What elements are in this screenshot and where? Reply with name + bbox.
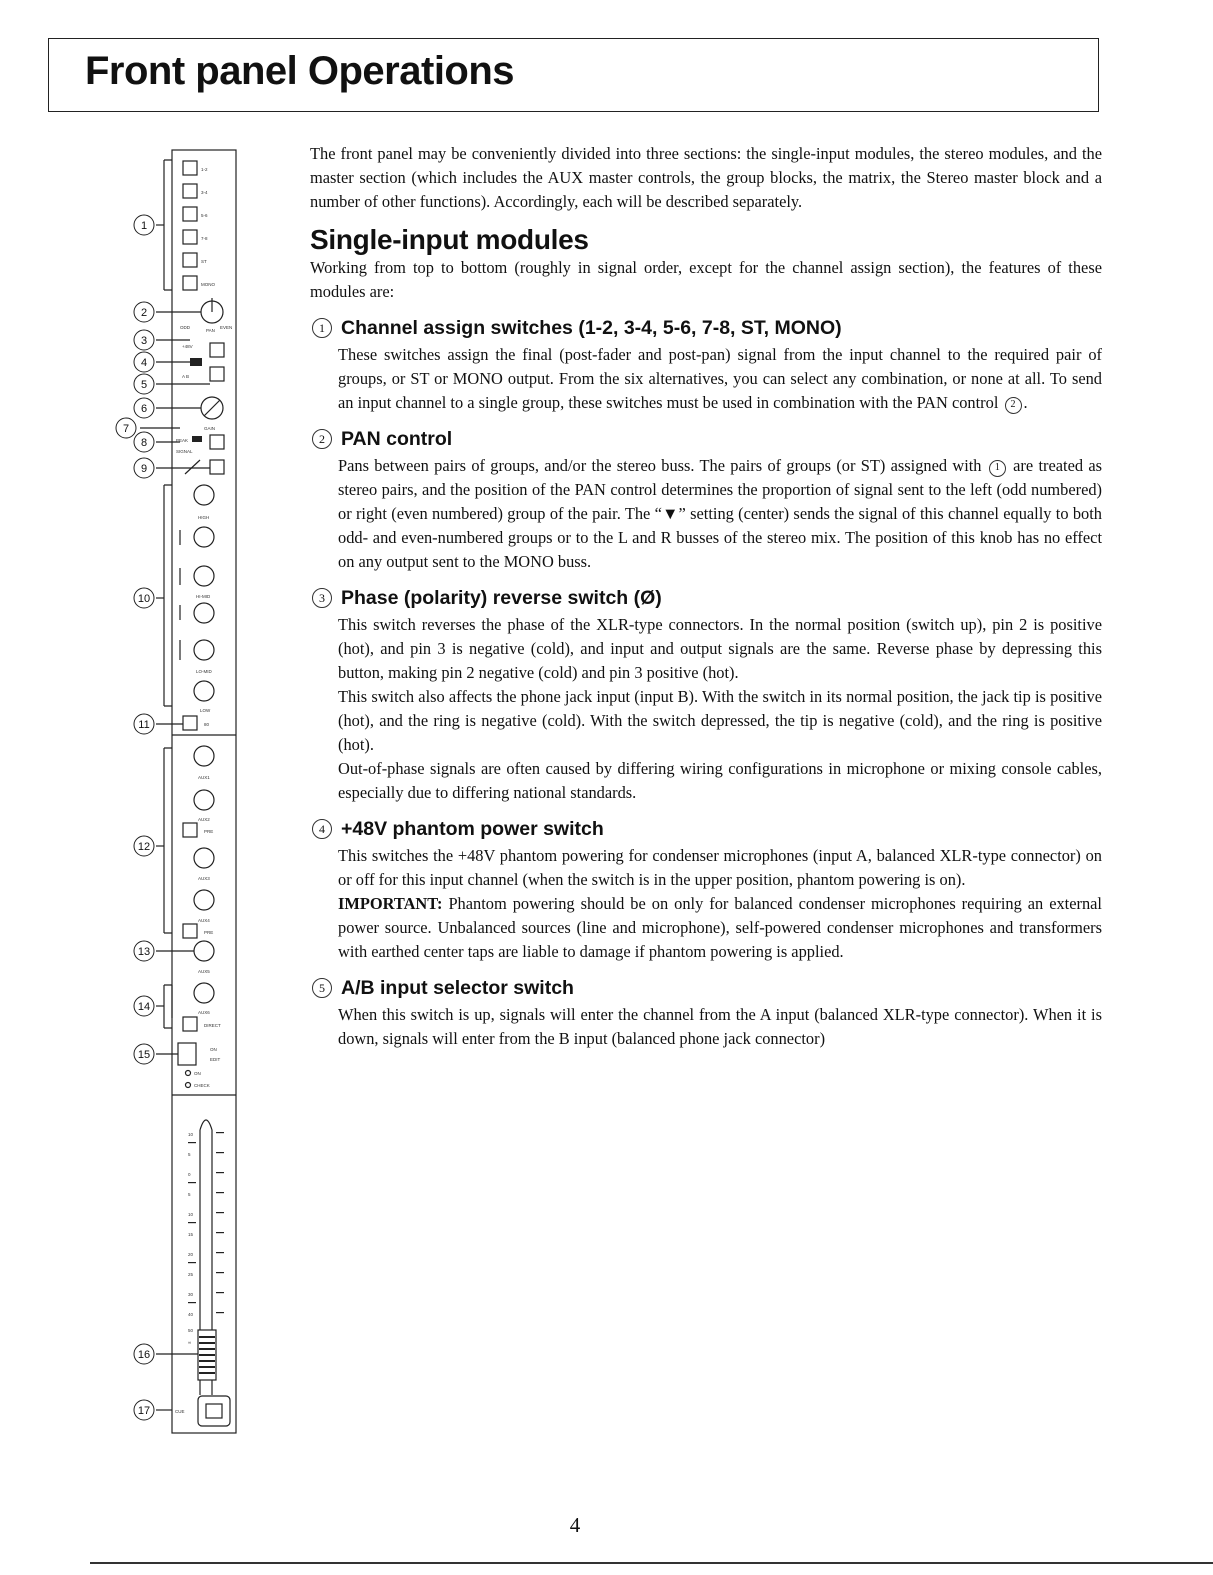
fader-scale-7: 25 (188, 1272, 194, 1277)
item-4-paragraph-1: This switches the +48V phantom powering for condenser microphones (input A, balanced XLR-type connector) on or off for this input channel (when the switch is in the upper position, phantom powering is on). (338, 846, 1102, 889)
signal-label: SIGNAL (176, 449, 193, 454)
item-2-text-a: Pans between pairs of groups, and/or the stereo buss. The pairs of groups (or ST) assigned with (338, 456, 982, 475)
aux-label-5: AUX5 (198, 969, 210, 974)
item-title: +48V phantom power switch (341, 818, 604, 840)
aux-label-3: AUX3 (198, 876, 210, 881)
item-5-paragraph: When this switch is up, signals will enter the channel from the A input (balanced XLR-type connector). When it is down, signals will enter from the B input (balanced phone jack connector) (338, 1005, 1102, 1048)
callout-8: 8 (140, 437, 148, 449)
pan-label-even: EVEN (220, 325, 233, 330)
item-4-paragraph-2: Phantom powering should be on only for balanced condenser microphones requiring an external power source. Unbalanced sources (line and microphone), self-powered condenser microphones and transformers with earthed center taps are liable to damage if phantom powering is applied. (338, 894, 1102, 961)
callout-3: 3 (140, 335, 148, 347)
assign-label-5-6: 5-6 (201, 213, 208, 218)
callout-17: 17 (137, 1405, 151, 1417)
item-3 (310, 586, 1102, 805)
eq-label-low: LOW (200, 708, 211, 713)
hpf-label: 80 (204, 722, 210, 727)
fader-scale-4: 10 (188, 1212, 194, 1217)
channel-strip-figure (100, 140, 245, 1440)
fader-scale-2: 0 (188, 1172, 191, 1177)
item-number: 2 (312, 429, 332, 449)
assign-label-mono: MONO (201, 282, 215, 287)
text-column (310, 142, 1102, 1051)
item-1-end: . (1023, 393, 1028, 412)
item-number: 4 (312, 819, 332, 839)
pan-label-odd: ODD (180, 325, 190, 330)
page-title: Front panel Operations (85, 49, 515, 93)
callout-6: 6 (140, 403, 148, 415)
fader-scale-6: 20 (188, 1252, 194, 1257)
fader-scale-5: 15 (188, 1232, 194, 1237)
fader-scale-3: 5 (188, 1192, 191, 1197)
fader-scale-0: 10 (188, 1132, 194, 1137)
fader-scale-10: 50 (188, 1328, 194, 1333)
callout-11: 11 (138, 719, 150, 731)
callout-14: 14 (137, 1001, 151, 1013)
item-5 (310, 976, 1102, 1051)
aux-label-2: AUX2 (198, 817, 210, 822)
phantom-label: +48V (182, 344, 193, 349)
edit-label: EDIT (210, 1057, 221, 1062)
fader-scale-1: 5 (188, 1152, 191, 1157)
item-number: 1 (312, 318, 332, 338)
item-1 (310, 316, 1102, 415)
important-label: IMPORTANT: (338, 894, 443, 913)
callout-5: 5 (140, 379, 148, 391)
cue-label: CUE (175, 1409, 185, 1414)
direct-label: DIRECT (204, 1023, 221, 1028)
eq-label-lo-mid: LO-MID (196, 669, 212, 674)
callout-10: 10 (137, 593, 151, 605)
assign-label-3-4: 3-4 (201, 190, 208, 195)
led-label-on: ON (194, 1071, 201, 1076)
aux-label-4: AUX4 (198, 918, 210, 923)
ref-number: 1 (989, 460, 1006, 477)
ref-number: 2 (1005, 397, 1022, 414)
section-title: Single-input modules (310, 224, 589, 255)
ab-label: A B (182, 374, 190, 379)
aux-label-1: AUX1 (198, 775, 210, 780)
bottom-rule (90, 1562, 1213, 1564)
pan-label-center: PAN (206, 328, 215, 333)
item-number: 5 (312, 978, 332, 998)
callout-12: 12 (137, 841, 151, 853)
peak-label: PEAK (176, 438, 189, 443)
callout-15: 15 (137, 1049, 151, 1061)
callout-7: 7 (122, 423, 130, 435)
callout-9: 9 (140, 463, 148, 475)
fader-scale-8: 30 (188, 1292, 194, 1297)
fader-scale-11: ∞ (188, 1340, 192, 1345)
item-4 (310, 817, 1102, 964)
assign-label-1-2: 1-2 (201, 167, 208, 172)
callout-4: 4 (140, 357, 148, 369)
eq-label-high: HIGH (198, 515, 210, 520)
on-label: ON (210, 1047, 217, 1052)
item-2 (310, 427, 1102, 574)
callout-1: 1 (140, 220, 148, 232)
section-lead: Working from top to bottom (roughly in signal order, except for the channel assign section), the features of these modules are: (310, 258, 1102, 301)
item-title: Phase (polarity) reverse switch (Ø) (341, 587, 662, 609)
callout-2: 2 (140, 307, 148, 319)
item-3-paragraph-1: This switch reverses the phase of the XLR-type connectors. In the normal position (switch up), pin 2 is positive (hot), and pin 3 is negative (cold), and input and output signals are the same. Reverse phase by depressing this button, making pin 2 negative (cold) and pin 3 positive (hot). (338, 615, 1102, 682)
callout-13: 13 (137, 946, 151, 958)
aux-pre-label-1: PRE (204, 829, 214, 834)
eq-label-hi-mid: HI-MID (196, 594, 211, 599)
item-1-text: These switches assign the final (post-fader and post-pan) signal from the input channel to the required pair of groups, or ST or MONO output. From the six alternatives, you can select any combination, or none at all. To send an input channel to a single group, these switches must be used in combination with the PAN control (338, 345, 1102, 412)
aux-label-6: AUX6 (198, 1010, 210, 1015)
callout-16: 16 (137, 1349, 151, 1361)
item-3-paragraph-2: This switch also affects the phone jack input (input B). With the switch in its normal position, the jack tip is positive (hot), and the ring is negative (cold). With the switch depressed, the tip is negative (cold), and the ring is positive (hot). (338, 687, 1102, 754)
aux-pre-label-2: PRE (204, 930, 214, 935)
assign-label-st: ST (201, 259, 207, 264)
intro-paragraph: The front panel may be conveniently divided into three sections: the single-input modules, the stereo modules, and the master section (which includes the AUX master controls, the group blocks, the matrix, the Stereo master block and a number of other functions). Accordingly, each will be described separately. (310, 144, 1102, 211)
assign-label-7-8: 7-8 (201, 236, 208, 241)
item-number: 3 (312, 588, 332, 608)
led-label-check: CHECK (194, 1083, 210, 1088)
fader-scale-9: 40 (188, 1312, 194, 1317)
page-number: 4 (569, 1513, 581, 1537)
item-title: A/B input selector switch (341, 977, 574, 999)
gain-label: GAIN (204, 426, 216, 431)
header-box (48, 38, 1099, 112)
item-title: PAN control (341, 428, 453, 450)
item-title: Channel assign switches (1-2, 3-4, 5-6, 7-8, ST, MONO) (341, 317, 842, 339)
item-3-paragraph-3: Out-of-phase signals are often caused by differing wiring configurations in microphone or mixing console cables, especially due to differing national standards. (338, 759, 1102, 802)
item-2-text-b: are treated as stereo pairs, and the position of the PAN control determines the proportion of signal sent to the left (odd numbered) or right (even numbered) group of the pair. The “▼” setting (center) sends the signal of this channel equally to both odd- and even-numbered groups or to the L and R busses of the stereo mix. The position of this knob has no effect on any output sent to the MONO buss. (338, 456, 1102, 571)
